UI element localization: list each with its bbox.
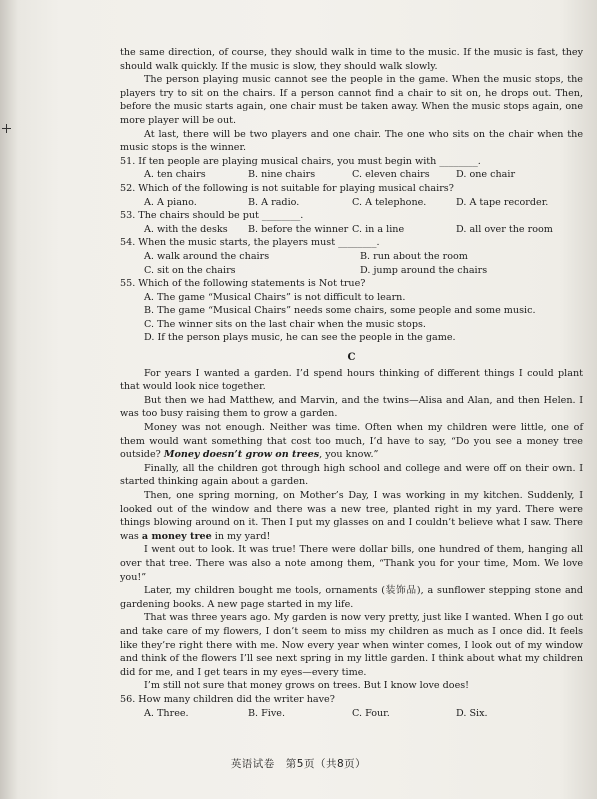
passage-paragraph: I’m still not sure that money grows on trees. But I know love does!	[144, 680, 470, 692]
question-options	[120, 707, 583, 721]
option: D. A tape recorder.	[456, 196, 549, 208]
question-stem: 52. Which of the following is not suitable for playing musical chairs?	[120, 182, 454, 194]
paragraph-text: Money was not enough. Neither was time. Often when my children were little, one of them would want something that cost too much, I’d have to say, “Do you see a money tree outside?	[120, 422, 583, 461]
idiom-emphasis: Money doesn’t grow on trees	[163, 449, 320, 461]
page-footer: 英语试卷 第5页（共8页）	[230, 758, 367, 770]
option: B. Five.	[248, 707, 286, 719]
option: D. If the person plays music, he can see the people in the game.	[144, 332, 456, 344]
option: D. jump around the chairs	[360, 264, 488, 276]
paragraph-text: in my yard!	[211, 530, 271, 542]
option: C. A telephone.	[352, 196, 427, 208]
section-heading: C	[347, 352, 356, 364]
question-options	[120, 168, 583, 182]
passage-paragraph: But then we had Matthew, and Marvin, and the twins—Alisa and Alan, and then Helen. I was too busy raising them to grow a garden.	[120, 394, 583, 420]
question-options	[120, 223, 583, 237]
option: C. in a line	[352, 223, 405, 235]
question-stem: 55. Which of the following statements is Not true?	[120, 278, 366, 290]
passage-paragraph: the same direction, of course, they should walk in time to the music. If the music is fast, they should walk quickly. If the music is slow, they should walk slowly.	[120, 47, 583, 72]
question-stem: 53. The chairs should be put ________.	[120, 210, 304, 222]
question-stem: 51. If ten people are playing musical chairs, you must begin with ________.	[120, 155, 481, 167]
option: D. all over the room	[456, 223, 553, 235]
passage-paragraph: Finally, all the children got through high school and college and were off on their own. I started thinking again about a garden.	[120, 462, 583, 488]
paragraph-text: , you know.”	[319, 449, 379, 461]
question-stem: 56. How many children did the writer have?	[120, 693, 335, 705]
passage-paragraph: That was three years ago. My garden is now very pretty, just like I wanted. When I go out and take care of my flowers, I don’t seem to miss my children as much as I once did. It feels like they’re right there with me. Now every year when winter comes, I look out of my window and think of the flowers I’ll see next spring in my little garden. I think about what my children did for me, and I get tears in my eyes—every time.	[120, 612, 583, 678]
registration-mark	[2, 124, 11, 133]
option: C. eleven chairs	[352, 169, 430, 181]
option: A. The game “Musical Chairs” is not difficult to learn.	[144, 291, 406, 303]
option: A. with the desks	[144, 223, 228, 235]
option: C. The winner sits on the last chair when the music stops.	[144, 318, 426, 330]
passage-paragraph: Later, my children bought me tools, ornaments (装饰品), a sunflower stepping stone and gardening books. A new page started in my life.	[120, 585, 583, 610]
passage-paragraph: I went out to look. It was true! There were dollar bills, one hundred of them, hanging all over that tree. There was also a note among them, “Thank you for your time, Mom. We love you!”	[120, 544, 583, 583]
passage-paragraph	[120, 489, 583, 543]
option: D. one chair	[456, 169, 516, 181]
option: A. A piano.	[144, 196, 197, 208]
option: B. The game “Musical Chairs” needs some chairs, some people and some music.	[144, 305, 536, 317]
question-options	[120, 291, 583, 345]
paragraph-text: Then, one spring morning, on Mother’s Day, I was working in my kitchen. Suddenly, I looked out of the window and there was a new tree, planted right in my yard. There were things blowing around on it. Then I put my glasses on and I couldn’t believe what I saw. There was	[120, 490, 583, 542]
passage-paragraph: At last, there will be two players and one chair. The one who sits on the chair when the music stops is the winner.	[120, 128, 583, 154]
passage-paragraph: For years I wanted a garden. I’d spend hours thinking of different things I could plant that would look nice together.	[120, 367, 583, 393]
option: C. sit on the chairs	[144, 264, 236, 276]
question-stem: 54. When the music starts, the players must ________.	[120, 237, 380, 249]
option: A. walk around the chairs	[144, 250, 270, 262]
option: A. ten chairs	[144, 169, 206, 181]
question-options	[120, 196, 583, 210]
option: B. nine chairs	[248, 169, 316, 181]
option: B. before the winner	[248, 223, 349, 235]
option: C. Four.	[352, 707, 390, 719]
passage-paragraph: The person playing music cannot see the people in the game. When the music stops, the players try to sit on the chairs. If a person cannot find a chair to sit on, he drops out. Then, before the music starts again, one chair must be taken away. When the music stops again, one more player will be out.	[120, 74, 583, 126]
question-options	[120, 250, 583, 277]
page-content	[120, 46, 583, 720]
option: B. A radio.	[248, 196, 300, 208]
phrase-emphasis: a money tree	[141, 530, 212, 542]
passage-paragraph	[120, 421, 583, 462]
option: D. Six.	[456, 707, 488, 719]
option: A. Three.	[144, 707, 189, 719]
option: B. run about the room	[360, 250, 468, 262]
